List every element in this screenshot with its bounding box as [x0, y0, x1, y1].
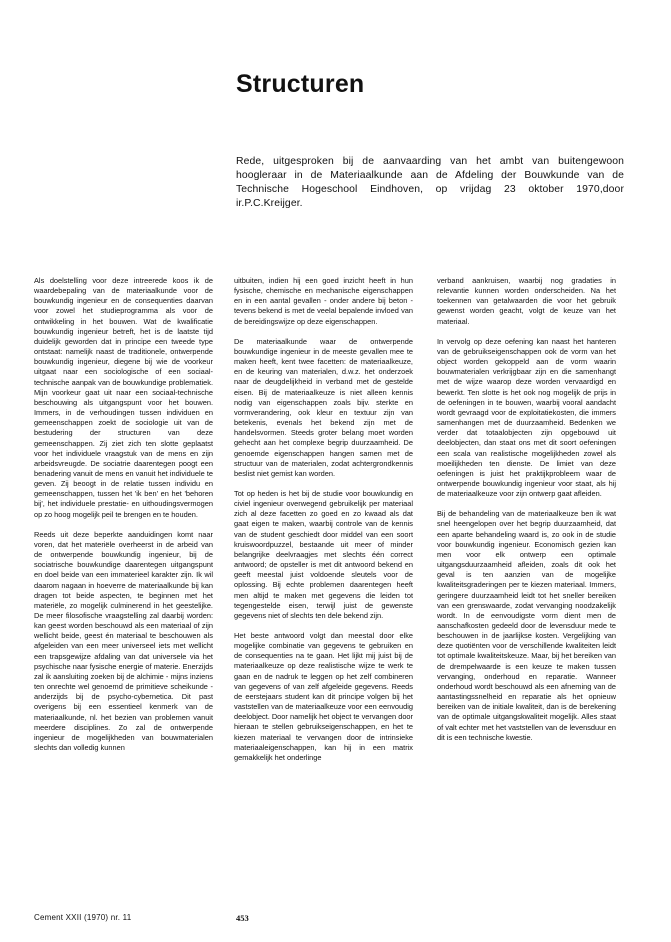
- paragraph: Als doelstelling voor deze intreerede koos ik de waardebepaling van de materiaalkunde voor de bouwkundig ingenieur en de consequenties daarvan voor zowel het studieprogramma als voor de ontwikkeling in het bouwen. Wat de kwalificatie bouwkundig ingenieur betreft, het is de laatste tijd duidelijk geworden dat in principe een tweede type ontstaat: namelijk naast de traditionele, ontwerpende bouwkundig ingenieur, diegene bij wie de voorkeur uitgaat naar een sociologische of een sociaal-technische aanpak van de bouwkundige problematiek. Mijn voorkeur gaat uit naar een sociaal-technische beschouwing als uitgangspunt voor het bouwen. Immers, in de verhoudingen tussen individuen en gemeenschappen zoekt de sociologie uit van de bestudering der structuren van deze gemeenschappen. Zij ziet zich ten slotte geplaatst voor het individuele vraagstuk van de mens en zijn arbeidsvreugde. De sociatrie daarentegen poogt een benadering vanuit de mens en vanuit het individuele te geven. Zij beoogt in de relatie tussen individu en gemeenschappen, tussen het 'ik ben' en het 'behoren bij', het individuele prestatie- en uithoudingsvermogen op zo hoog mogelijk peil te brengen en te houden.: [34, 276, 213, 519]
- paragraph: Tot op heden is het bij de studie voor bouwkundig en civiel ingenieur overwegend gebruikelijk per materiaal zich al deze facetten zo goed en zo kwaad als dat gaat eigen te maken, waarbij controle van de kennis van de student geschiedt door middel van een soort kruiswoordpuzzel, bestaande uit meer of minder belangrijke deelvraagjes met slechts één correct antwoord; de opsteller is met dit antwoord bekend en geeft meestal juist voldoende sleutels voor de oplossing. Bij echte problemen daarentegen heeft men altijd te maken met gegevens die leiden tot tegengestelde eisen, terwijl juist de gewenste gegevens niet of slechts ten dele bekend zijn.: [234, 488, 413, 620]
- paragraph: In vervolg op deze oefening kan naast het hanteren van de gebruikseigenschappen ook de vorm van het object worden gekoppeld aan de vorm waarin bouwmaterialen verkrijgbaar zijn en die samenhangt met de wijze waarop deze worden vervaardigd en bewerkt. Ten slotte is het ook nog mogelijk de prijs in de oefeningen in te bouwen, waarbij vooral aandacht wordt gevraagd voor de exploitatiekosten, die immers samenhangen met de duurzaamheid. Bedenken we verder dat totaalobjecten zijn opgebouwd uit deelobjecten, dan staat ons met dit soort oefeningen een scala van realistische mogelijkheden zowel als moeilijkheden ten dienste. De limiet van deze oefeningen is juist het praktijkprobleem waar de ontwerpende bouwkundig ingenieur voor staat, als hij de materiaalkeuze voor zijn ontwerp gaat afleiden.: [437, 336, 616, 499]
- paragraph: Bij de behandeling van de materiaalkeuze ben ik wat snel heengelopen over het begrip duurzaamheid, dat een aparte behandeling waard is, zo ook in de studie voor bouwkundig ingenieur. Economisch gezien kan men voor elk ontwerp een optimale uitgangsduurzaamheid afleiden, zoals dit ook het geval is ten aanzien van de mogelijke kwaliteitsgraderingen per te kiezen materiaal. Immers, geringere duurzaamheid leidt tot het sneller bereiken van een grenswaarde, zodat vervanging noodzakelijk wordt. In de eenvoudigste vorm dient men de aanschafkosten gedeeld door de levensduur mede te beschouwen in de jaarlijkse kosten. Vergelijking van deze quotiënten voor de verschillende kwaliteiten leidt tot optimale kwaliteitskeuze. Maar, bij het bereiken van de drempelwaarde is een keuze te maken tussen vervanging, onderhoud en reparatie. Wanneer onderhoud wordt beschouwd als een afneming van de aantastingssnelheid en reparatie als het opnieuw bereiken van de initiale kwaliteit, dan is de berekening van de optimale uitgangskwaliteit mogelijk. Alles staat of valt echter met het vaststellen van de levensduur en dit is een technische kwestie.: [437, 509, 616, 742]
- paragraph: uitbuiten, indien hij een goed inzicht heeft in hun fysische, chemische en mechanische eigenschappen en in een aantal gevallen - onder andere bij beton - tevens bekend is met de veelal bepalende invloed van de bereidingswijze op deze eigenschappen.: [234, 276, 413, 326]
- journal-reference: Cement XXII (1970) nr. 11: [34, 913, 132, 922]
- paragraph: Het beste antwoord volgt dan meestal door elke mogelijke combinatie van gegevens te gebruiken en de consequenties na te gaan. Het lijkt mij juist bij de materiaalkeuze op deze realistische wijze te werk te gaan en de nadruk te leggen op het zelf combineren van gegevens of van zelf afgeleide gegevens. Reeds de eerstejaars student kan dit principe volgen bij het vaststellen van de materiaalkeuze voor een eenvoudig deelobject. Door namelijk het object te vervangen door hieraan te stellen gebruikseigenschappen, en het te kiezen materiaal te vervangen door de intrinsieke materiaaleigenschappen, kan hij in een matrix gemakkelijk het onderlinge: [234, 631, 413, 762]
- paragraph: De materiaalkunde waar de ontwerpende bouwkundige ingenieur in de meeste gevallen mee te maken heeft, kent twee facetten: de materiaalkeuze, en de keuring van materialen, d.w.z. het onderzoek naar de deugdelijkheid in verband met de gestelde eisen. Bij de materiaalkeuze is niet alleen kennis nodig van eigenschappen zoals bijv. sterkte en vormverandering, ook kleur en textuur zijn van betekenis, evenals het bekend zijn met de handelsvormen. Steeds groter belang moet worden gehecht aan het complexe begrip duurzaamheid. De genoemde eigenschappen hangen samen met de structuur van de materialen, zodat achtergrondkennis beslist niet gemist kan worden.: [234, 336, 413, 478]
- paragraph: verband aankruisen, waarbij nog gradaties in relevantie kunnen worden onderscheiden. Na het toekennen van getalwaarden die voor het gebruik gewenst worden geacht, volgt de keuze van het materiaal.: [437, 276, 616, 326]
- paragraph: Reeds uit deze beperkte aanduidingen komt naar voren, dat het materiële overheerst in de arbeid van de ontwerpende bouwkundig ingenieur, bij de sociatrische bouwkundige daarentegen uitgangspunt en doel beide van een immaterieel karakter zijn. Ik wil daarom nagaan in hoeverre de materiaalkunde bij kan dragen tot beide aspecten, te beginnen met het materiële, zo mogelijk culminerend in het geestelijke. De meer filosofische vraagstelling zal daarbij worden: kan geest worden beschouwd als een materiaal of zijn wellicht beide, geest én materiaal te beschouwen als afgeleiden van een meer universeel iets met wellicht een trapsgewijze afdaling van dat universele via het psychische naar fysische energie of materie. Enerzijds zal ik aansluiting zoeken bij de alchimie - mijns inziens ten onrechte wel genoemd de primitieve scheikunde - anderzijds bij de psycho-cybernetica. Dit past overigens bij een essentieel kenmerk van de materiaalkunde, nl. het bezien van problemen vanuit meerdere disciplines. Zo zal de ontwerpende ingenieur de mogelijkheden van bouwmaterialen slechts dan volledig kunnen: [34, 529, 213, 753]
- column-middle: [234, 276, 413, 773]
- column-left: [34, 276, 213, 763]
- column-right: [437, 276, 616, 753]
- page-title: Structuren: [236, 70, 365, 98]
- page-number: 453: [236, 913, 249, 923]
- intro-paragraph: Rede, uitgesproken bij de aanvaarding van het ambt van buitengewoon hoogleraar in de Materiaalkunde aan de Afdeling der Bouwkunde van de Technische Hogeschool Eindhoven, op vrijdag 23 oktober 1970,door ir.P.C.Kreijger.: [236, 156, 624, 209]
